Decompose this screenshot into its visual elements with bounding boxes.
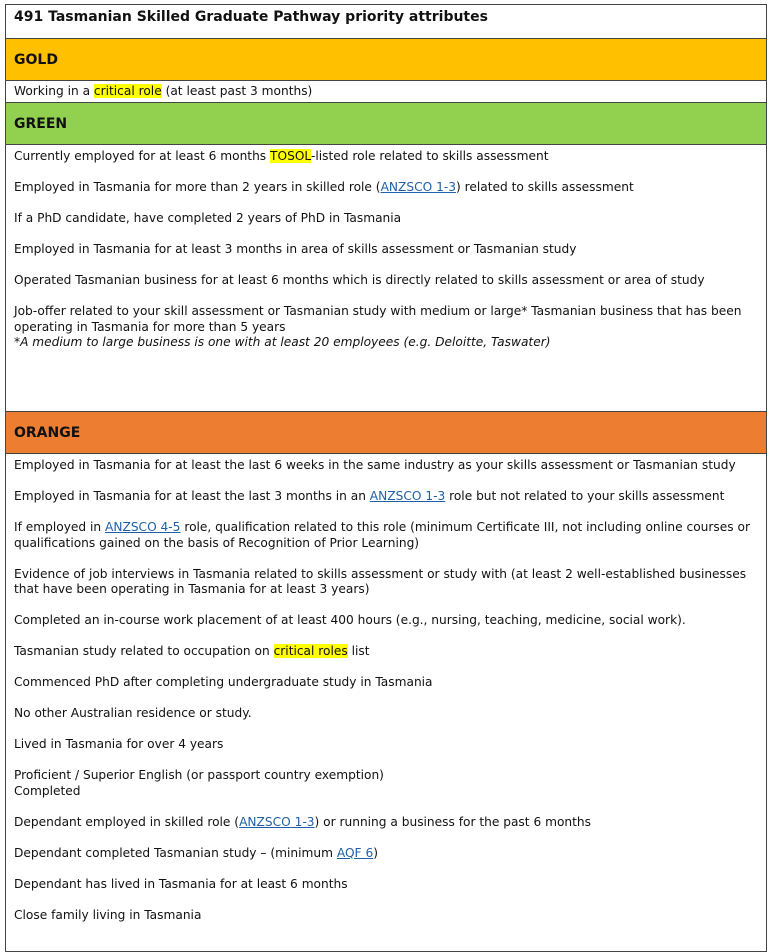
list-item: Close family living in Tasmania [14, 907, 202, 922]
anzsco-4-5-link[interactable]: ANZSCO 4-5 [105, 520, 181, 534]
highlight-critical-roles: critical roles [273, 644, 348, 658]
list-item: Tasmanian study related to occupation on critical roles list [14, 644, 370, 658]
green-header: GREEN [6, 103, 766, 145]
green-section [6, 145, 766, 412]
list-item: Employed in Tasmania for at least the last 3 months in an ANZSCO 1-3 role but not related to your skills assessment [14, 489, 725, 503]
orange-section [6, 454, 766, 951]
list-item: Employed in Tasmania for at least the last 6 weeks in the same industry as your skills assessment or Tasmanian study [14, 458, 736, 472]
highlight-critical-role: critical role [93, 84, 162, 98]
gold-section [6, 81, 766, 103]
list-item: Job-offer related to your skill assessment or Tasmanian study with medium or large* Tasmanian business that has been operating in Tasmania for more than 5 years [14, 304, 742, 334]
footnote: *A medium to large business is one with at least 20 employees (e.g. Deloitte, Taswater) [14, 335, 551, 349]
list-item: If a PhD candidate, have completed 2 years of PhD in Tasmania [14, 211, 402, 225]
list-item: Dependant completed Tasmanian study – (minimum AQF 6) [14, 845, 378, 860]
document-title: 491 Tasmanian Skilled Graduate Pathway priority attributes [6, 5, 766, 39]
list-item: Commenced PhD after completing undergraduate study in Tasmania [14, 675, 433, 689]
list-item-continuation: Completed [14, 783, 81, 798]
list-item: Employed in Tasmania for at least 3 months in area of skills assessment or Tasmanian study [14, 242, 577, 256]
anzsco-1-3-link[interactable]: ANZSCO 1-3 [369, 489, 446, 503]
aqf-6-link[interactable]: AQF 6 [336, 845, 374, 860]
list-item: Dependant employed in skilled role (ANZSCO 1-3) or running a business for the past 6 months [14, 814, 591, 829]
list-item: Lived in Tasmania for over 4 years [14, 737, 224, 751]
highlight-tosol: TOSOL [270, 149, 311, 163]
list-item: No other Australian residence or study. [14, 706, 252, 720]
list-item: Dependant has lived in Tasmania for at least 6 months [14, 876, 348, 891]
list-item: Working in a critical role (at least past 3 months) [14, 84, 313, 98]
orange-header: ORANGE [6, 412, 766, 454]
list-item: Operated Tasmanian business for at least 6 months which is directly related to skills assessment or area of study [14, 273, 705, 287]
list-item: If employed in ANZSCO 4-5 role, qualification related to this role (minimum Certificate III, not including online courses or qualifications gained on the basis of Recognition of Prior Learning) [14, 520, 750, 550]
anzsco-1-3-link[interactable]: ANZSCO 1-3 [380, 180, 456, 194]
list-item: Proficient / Superior English (or passport country exemption) [14, 768, 384, 782]
list-item: Employed in Tasmania for more than 2 years in skilled role (ANZSCO 1-3) related to skills assessment [14, 180, 634, 194]
list-item: Completed an in-course work placement of at least 400 hours (e.g., nursing, teaching, medicine, social work). [14, 613, 686, 627]
list-item: Evidence of job interviews in Tasmania related to skills assessment or study with (at least 2 well-established businesses that have been operating in Tasmania for at least 3 years) [14, 566, 747, 596]
anzsco-1-3-link[interactable]: ANZSCO 1-3 [239, 814, 315, 829]
list-item: Currently employed for at least 6 months TOSOL-listed role related to skills assessment [14, 149, 549, 163]
gold-header: GOLD [6, 39, 766, 81]
priority-attributes-table [5, 4, 767, 952]
